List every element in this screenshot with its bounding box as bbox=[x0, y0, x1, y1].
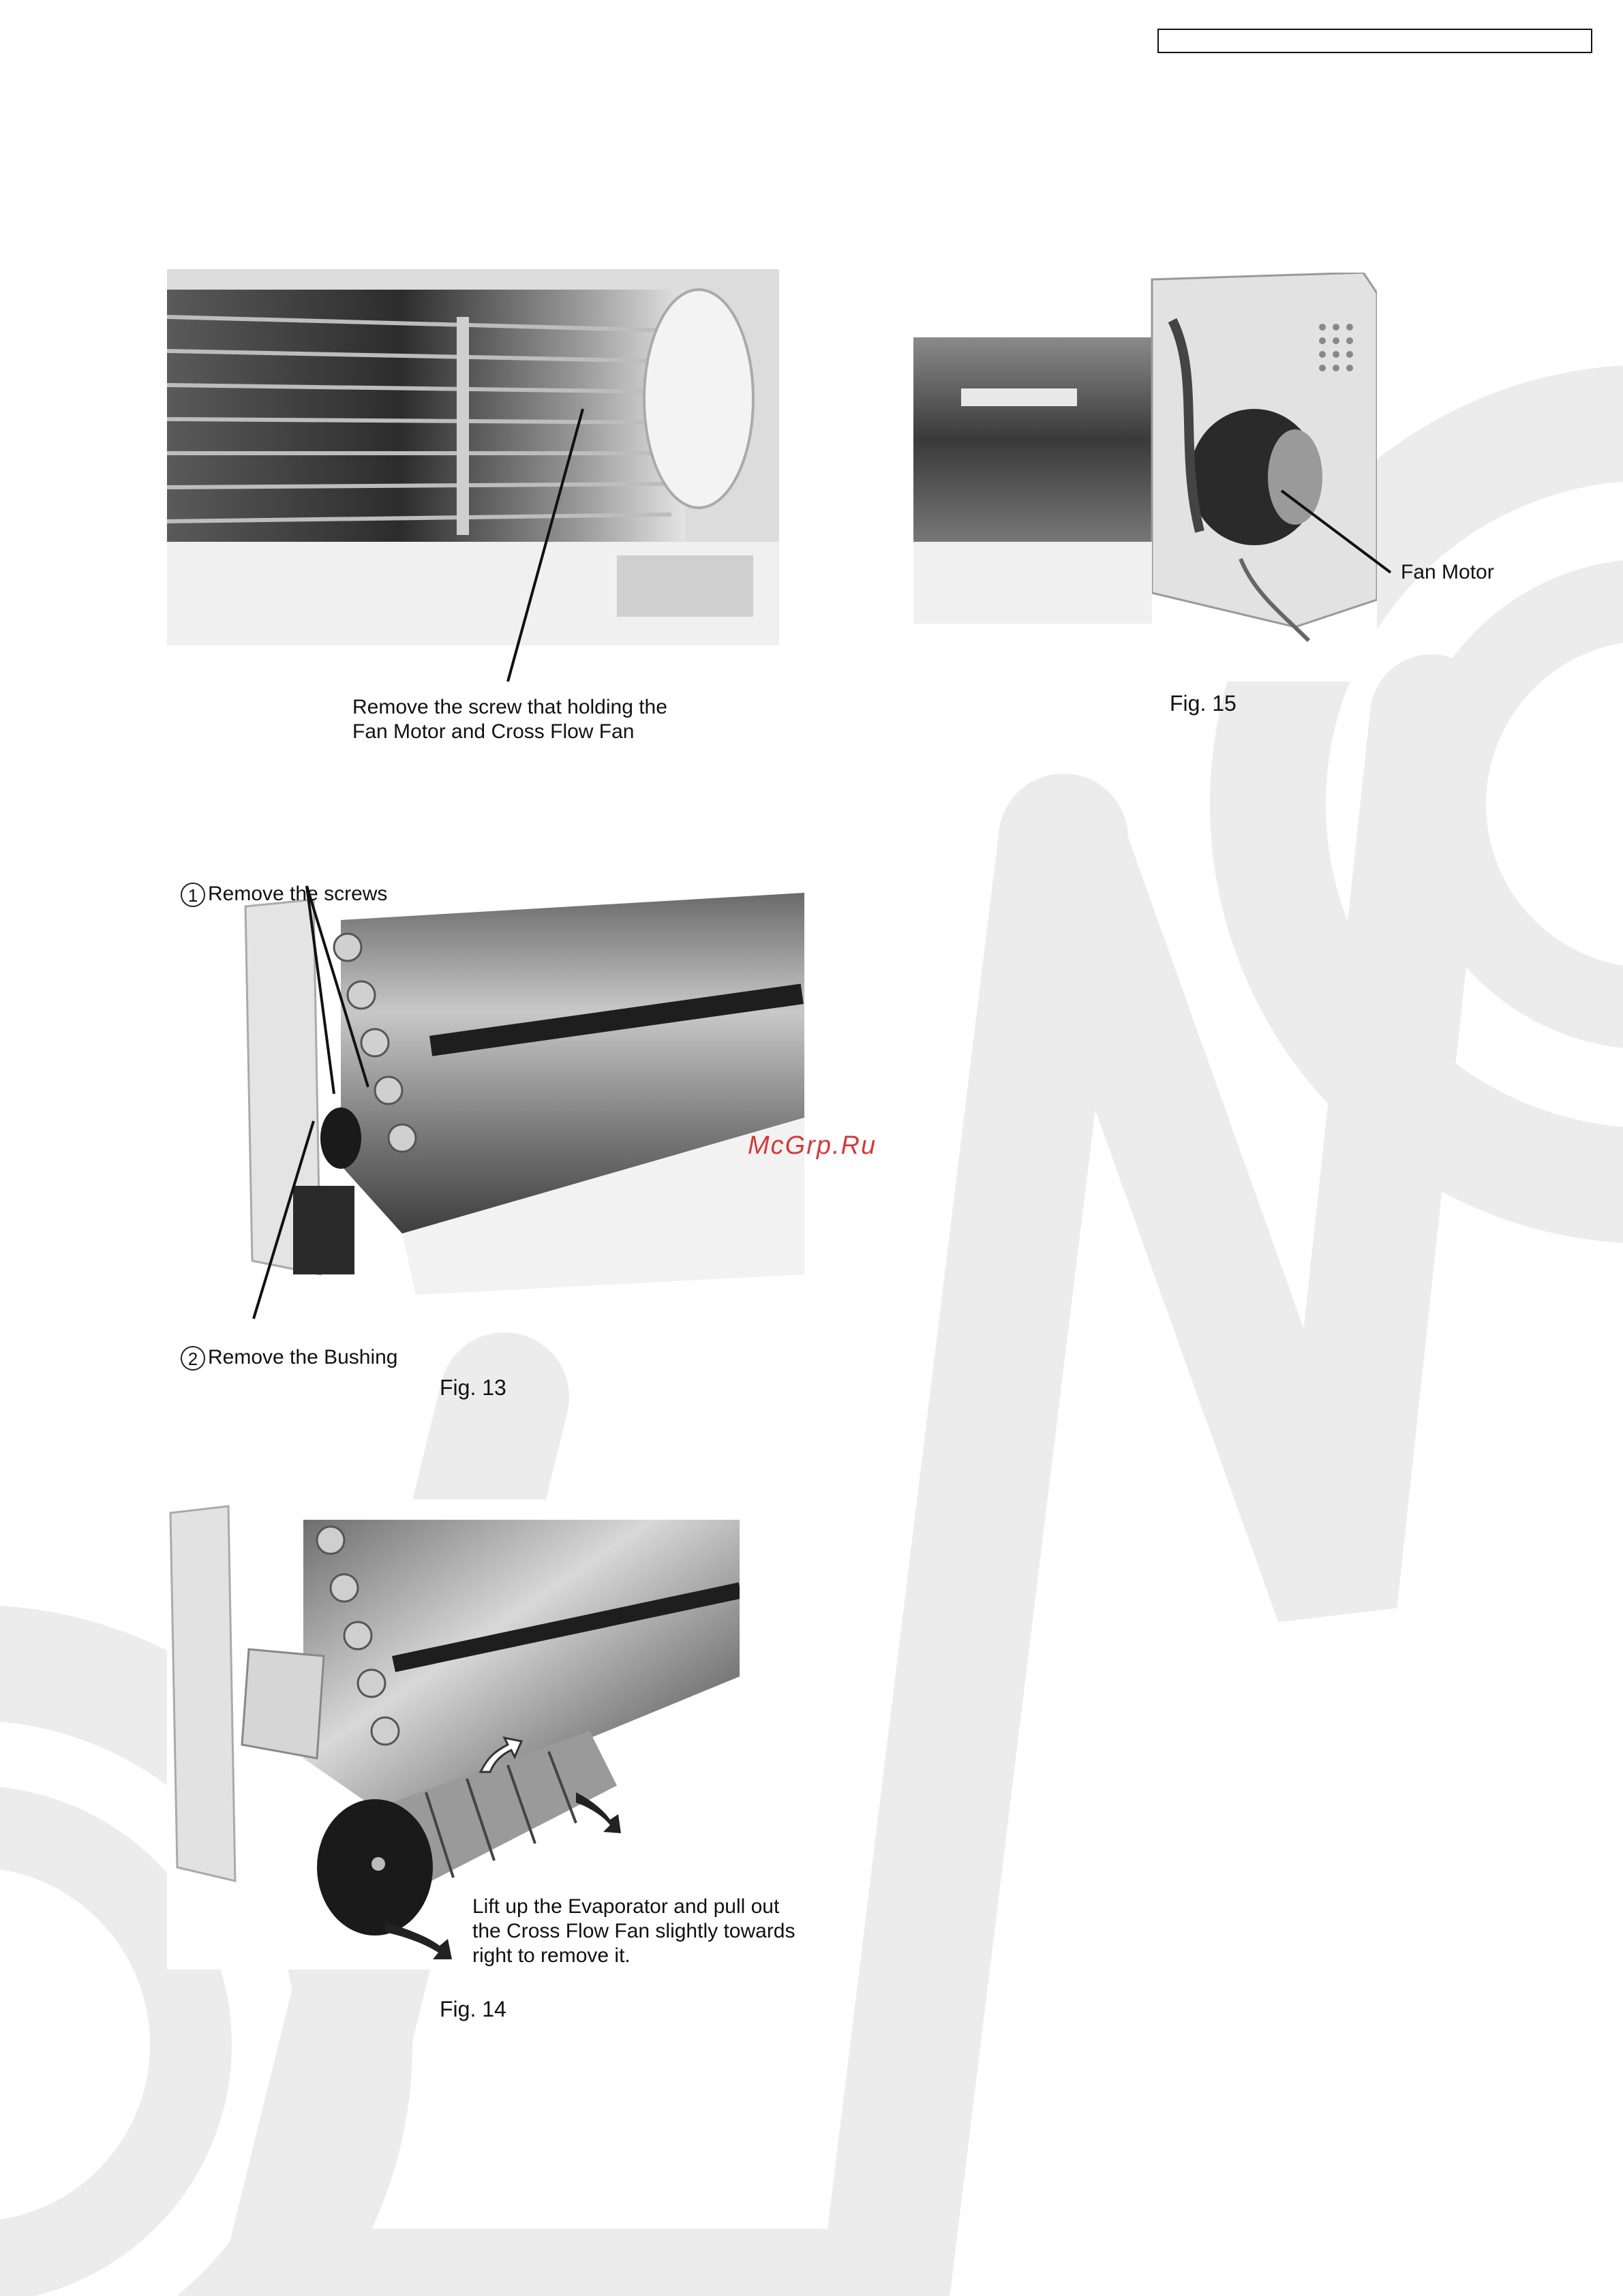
fig14-caption: Lift up the Evaporator and pull out the Cross Flow Fan slightly towards right to remove it. bbox=[472, 1895, 795, 1967]
step2-text: Remove the Bushing bbox=[208, 1346, 398, 1368]
fig15-photo bbox=[913, 273, 1377, 682]
site-watermark: McGrp.Ru bbox=[748, 1131, 877, 1160]
fig13-step1 bbox=[181, 857, 387, 907]
fig13-pointer-lines bbox=[245, 883, 382, 1326]
step2-number: 2 bbox=[181, 1346, 205, 1371]
fig15-label: Fig. 15 bbox=[1170, 691, 1237, 716]
fan-motor-callout: Fan Motor bbox=[1401, 561, 1494, 583]
fan-motor-pointer-line bbox=[1275, 484, 1397, 579]
header-box bbox=[1157, 29, 1592, 53]
fig14-label: Fig. 14 bbox=[440, 1997, 506, 2021]
screw-pointer-line bbox=[491, 402, 600, 688]
fig13-step2 bbox=[181, 1321, 398, 1371]
step1-text: Remove the screws bbox=[208, 883, 388, 905]
step1-number: 1 bbox=[181, 883, 205, 907]
screw-caption: Remove the screw that holding the Fan Motor and Cross Flow Fan bbox=[352, 696, 667, 743]
fig13-label: Fig. 13 bbox=[440, 1375, 506, 1400]
screw-photo bbox=[167, 269, 779, 645]
